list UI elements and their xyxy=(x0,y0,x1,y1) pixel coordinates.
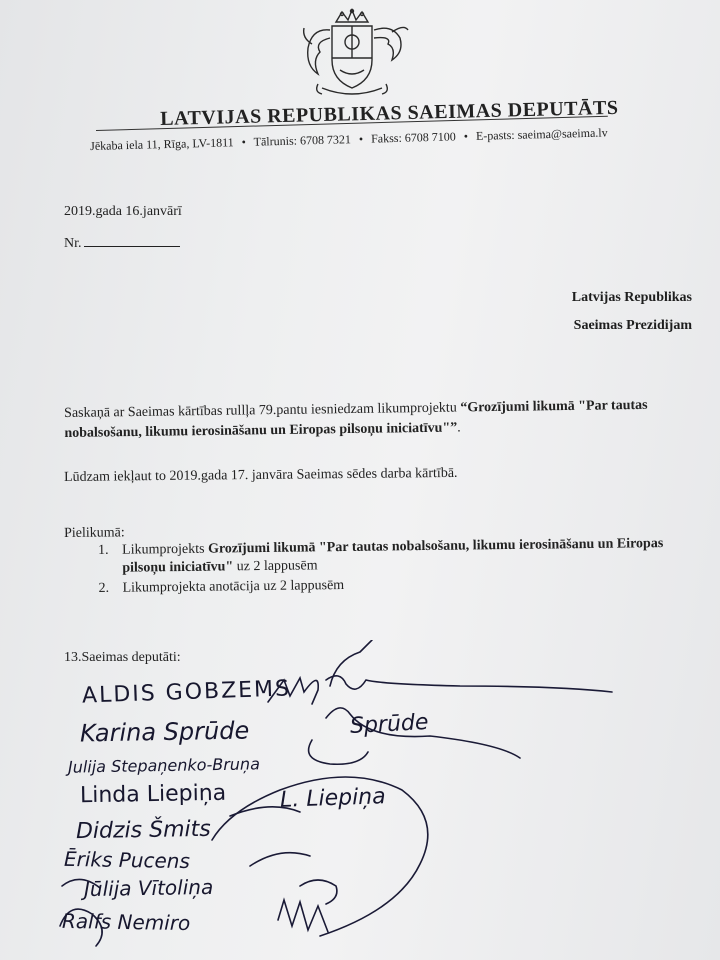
body-paragraph-1 xyxy=(64,395,704,444)
signature-mark: Sprūde xyxy=(349,709,430,740)
para1-suffix: . xyxy=(457,420,461,436)
signature-name: Didzis Šmits xyxy=(75,816,211,845)
body-paragraph-2: Lūdzam iekļaut to 2019.gada 17. janvāra Saeimas sēdes darba kārtībā. xyxy=(64,465,458,485)
signature-name: ALDIS GOBZEMS xyxy=(81,676,292,709)
separator-bullet: • xyxy=(241,134,247,150)
bill-title: “Grozījumi likumā "Par tautas nobalsošanu, likumu ierosināšanu un Eiropas pilsoņu iniciatīvu"” xyxy=(64,397,648,441)
coat-of-arms-icon xyxy=(292,8,412,100)
fax-text: Fakss: 6708 7100 xyxy=(370,129,456,146)
separator-bullet: • xyxy=(463,129,469,144)
item-text: Likumprojekta anotācija uz 2 lappusēm xyxy=(122,577,345,596)
document-date: 2019.gada 16.janvārī xyxy=(64,204,182,219)
para1-prefix: Saskaņā ar Saeimas kārtības rullļa 79.pantu iesniedzam likumprojektu xyxy=(64,400,461,421)
attachments-list xyxy=(98,535,709,600)
number-label: Nr. xyxy=(64,236,82,251)
signatures-area xyxy=(0,640,720,960)
list-number: 2. xyxy=(98,580,110,596)
signature-mark: L. Liepiņa xyxy=(279,784,387,813)
list-number: 1. xyxy=(98,542,109,558)
recipient-line-2: Saeimas Prezidijam xyxy=(573,318,692,333)
number-blank-line xyxy=(84,234,180,247)
phone-text: Tālrunis: 6708 7321 xyxy=(253,132,352,149)
attachments-label: Pielikumā: xyxy=(64,525,125,541)
deputies-heading: 13.Saeimas deputāti: xyxy=(64,650,181,665)
separator-bullet: • xyxy=(358,131,364,146)
signature-name: Ēriks Pucens xyxy=(63,846,191,874)
document-number xyxy=(64,234,180,252)
recipient-line-1: Latvijas Republikas xyxy=(571,290,692,305)
item-bold-title: Grozījumi likumā "Par tautas nobalsošanu, likumu ierosināšanu un Eiropas pilsoņu iniciatīvu" xyxy=(122,536,664,576)
institution-title: LATVIJAS REPUBLIKAS SAEIMAS DEPUTĀTS xyxy=(160,96,619,130)
item-prefix: Likumprojekts xyxy=(122,541,209,558)
signature-name: Linda Liepiņa xyxy=(79,780,227,809)
signature-name: Karina Sprūde xyxy=(79,716,250,748)
signature-name: Julija Stepaņenko-Bruņa xyxy=(67,754,261,777)
signature-name: Jūlija Vītoliņa xyxy=(83,874,214,902)
item-suffix: uz 2 lappusēm xyxy=(233,558,318,575)
list-item xyxy=(98,535,708,578)
signature-name: Ralfs Nemiro xyxy=(61,908,191,936)
address-text: Jēkaba iela 11, Rīga, LV-1811 xyxy=(90,135,234,153)
email-text: E-pasts: saeima@saeima.lv xyxy=(475,125,608,143)
